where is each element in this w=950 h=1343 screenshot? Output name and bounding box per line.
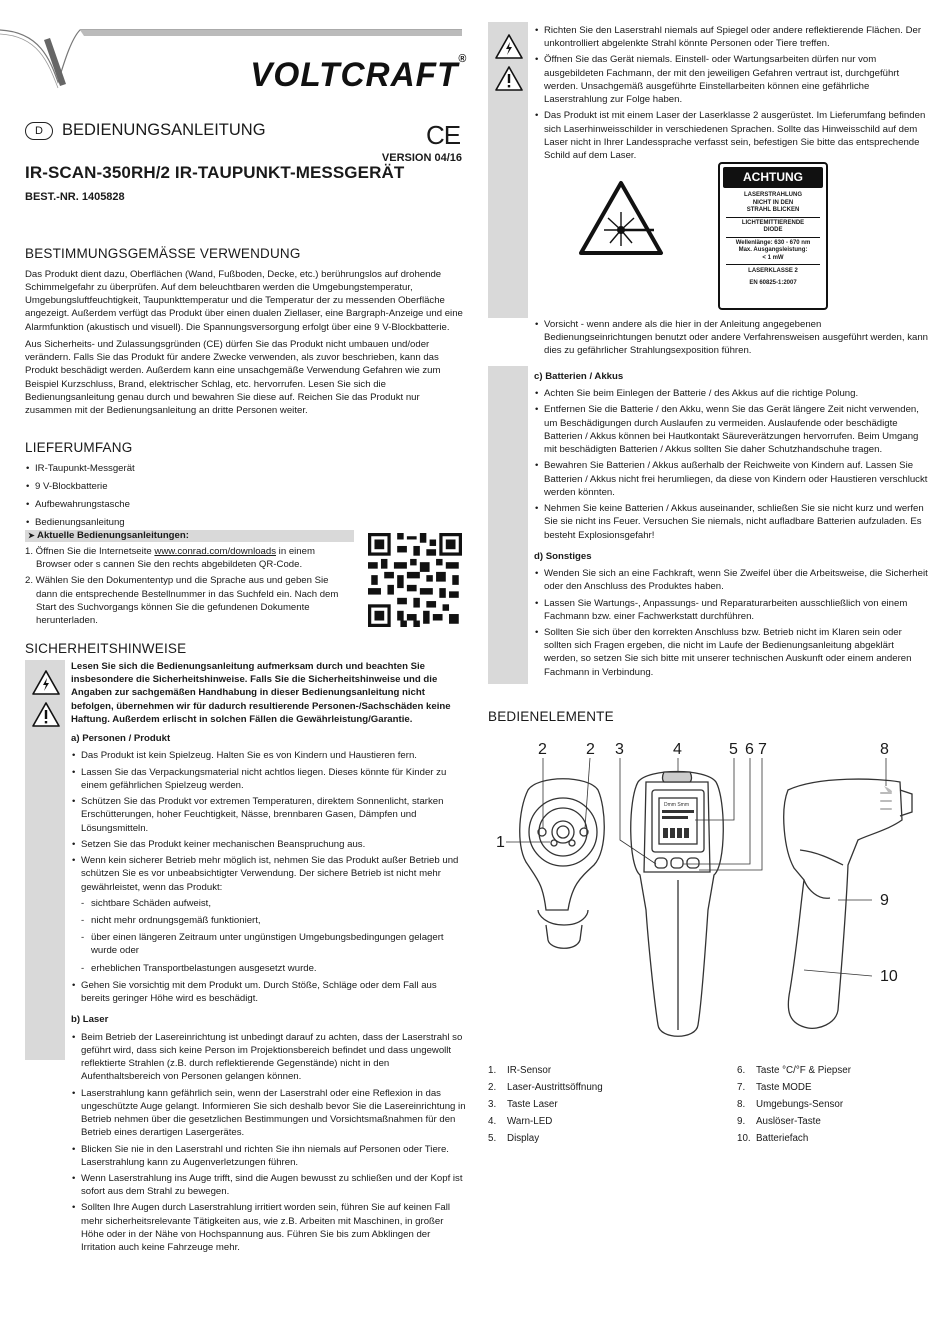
list-item: • Nehmen Sie keine Batterien / Akkus auseinander, schließen Sie sie nicht kurz und werfen Sie sie nicht ins Feuer. Versuchen Sie niemals, nicht aufladbare Batterien aufzuladen. Es besteht Explosionsgefahr! bbox=[534, 502, 930, 542]
electric-warning-icon bbox=[495, 34, 523, 59]
part-item: 10. Batteriefach bbox=[737, 1133, 809, 1144]
current-manuals-title: ➤ Aktuelle Bedienungsanleitungen: bbox=[28, 530, 189, 541]
list-item: • Vorsicht - wenn andere als die hier in der Anleitung angegebenen Bedienungseinrichtungen benutzt oder andere Verfahrensweisen ausgeführt werden, kann dies zu gefährlicher Strahlungsexposition führen. bbox=[534, 318, 930, 358]
subsection-title: b) Laser bbox=[71, 1014, 109, 1026]
callout-label: 6 bbox=[745, 741, 754, 758]
download-steps: 1. Öffnen Sie die Internetseite www.conrad.com/downloads in einem Browser oder s cannen Sie den rechts abgebildeten QR-Code. 2. Wählen Sie den Dokumententyp und die Sprache aus und geben Sie dann die entsprechende Bestellnummer in das Suchfeld ein. Nach dem Start des Suchvorgangs können Sie die gefundenen Dokumente herunterladen. bbox=[25, 546, 339, 627]
part-item: 1. IR-Sensor bbox=[488, 1065, 552, 1076]
part-item: 6. Taste °C/°F & Piepser bbox=[737, 1065, 851, 1076]
list-item: • Wenn Laserstrahlung ins Auge trifft, sind die Augen bewusst zu schließen und der Kopf ist sofort aus dem Strahl zu bewegen. bbox=[71, 1172, 467, 1198]
list-item: • Das Produkt ist mit einem Laser der Laserklasse 2 ausgerüstet. Im Lieferumfang befinden sich Laserhinweisschilder in verschiedenen Sprachen. Sollte das Hinweisschild auf dem Laser nicht in Ihrer Landessprache verfasst sein, befestigen Sie bitte das entsprechende Schild auf dem Laser. bbox=[534, 109, 930, 162]
list-item: • Achten Sie beim Einlegen der Batterie / des Akkus auf die richtige Polung. bbox=[534, 387, 930, 400]
order-number: BEST.-NR. 1405828 bbox=[25, 191, 125, 203]
laser-hazard-icon bbox=[578, 180, 664, 256]
list-item: • Lassen Sie das Verpackungsmaterial nicht achtlos liegen. Dieses könnte für Kinder zu einem gefährlichen Spielzeug werden. bbox=[71, 766, 467, 792]
list-item: • Wenden Sie sich an eine Fachkraft, wenn Sie Zweifel über die Arbeitsweise, die Sicherheit oder den Anschluss des Produktes haben. bbox=[534, 567, 930, 593]
part-item: 7. Taste MODE bbox=[737, 1082, 812, 1093]
parts-list-right bbox=[737, 1064, 937, 1149]
callout-label: 8 bbox=[880, 741, 889, 758]
part-item: 3. Taste Laser bbox=[488, 1099, 558, 1110]
list-item: • Bewahren Sie Batterien / Akkus außerhalb der Reichweite von Kindern auf. Lassen Sie Batterien / Akkus nicht frei herumliegen, da diese von Kindern oder Haustieren verschluckt werden könnten. bbox=[534, 459, 930, 499]
subsection-title: a) Personen / Produkt bbox=[71, 733, 171, 745]
list-item: - nicht mehr ordnungsgemäß funktioniert, bbox=[81, 914, 467, 927]
section-title: BEDIENELEMENTE bbox=[488, 709, 614, 724]
laser-class-label: ACHTUNG LASERSTRAHLUNG NICHT IN DEN STRAHL BLICKEN LICHTEMITTIERENDE DIODE Wellenlänge: 630 - 670 nm Max. Ausgangsleistung: < 1 mW LASERKLASSE 2 EN 60825-1:2007 bbox=[718, 162, 828, 310]
scope-section bbox=[25, 439, 467, 535]
part-item: 2. Laser-Austrittsöffnung bbox=[488, 1082, 603, 1093]
list-item: - über einen längeren Zeitraum unter ungünstigen Umgebungsbedingungen gelagert wurde oder bbox=[81, 931, 467, 957]
qr-code[interactable] bbox=[368, 533, 462, 627]
electric-warning-icon bbox=[32, 670, 60, 695]
list-item: - sichtbare Schäden aufweist, bbox=[81, 897, 467, 910]
list-item: - erheblichen Transportbelastungen ausgesetzt wurde. bbox=[81, 962, 467, 975]
device-illustration bbox=[488, 740, 938, 1050]
exclamation-warning-icon bbox=[495, 66, 523, 91]
list-item: • Beim Betrieb der Lasereinrichtung ist unbedingt darauf zu achten, dass der Laserstrahl so geführt wird, dass sich keine Person im Projektionsbereich befindet und dass ungewollt reflektierte Strahlen (z.B. durch reflektierende Gegenstände) nicht in den Aufenthaltsbereich von Personen gelangen können. bbox=[71, 1031, 467, 1084]
intended-use-section bbox=[25, 245, 467, 421]
part-item: 4. Warn-LED bbox=[488, 1116, 553, 1127]
list-item: • 9 V-Blockbatterie bbox=[25, 480, 467, 493]
list-item: • Richten Sie den Laserstrahl niemals auf Spiegel oder andere reflektierende Flächen. Der unkontrolliert abgelenkte Strahl könnte Personen oder Tiere treffen. bbox=[534, 24, 930, 50]
list-item: • Schützen Sie das Produkt vor extremen Temperaturen, direktem Sonnenlicht, starken Erschütterungen, hoher Feuchtigkeit, Nässe, brennbaren Gasen, Dämpfen und Lösungsmitteln. bbox=[71, 795, 467, 835]
callout-label: 2 bbox=[586, 741, 595, 758]
list-item: • Sollten Ihre Augen durch Laserstrahlung irritiert worden sein, führen Sie auf keinen Fall mehr sicherheitsrelevante Tätigkeiten aus, wie z.B. Arbeiten mit Maschinen, in großer Höhe oder in der Nähe von Hochspannung aus. Führen Sie bis zum Abklingen der Irritation auch keine Fahrzeuge mehr. bbox=[71, 1201, 467, 1254]
list-item: • Lassen Sie Wartungs-, Anpassungs- und Reparaturarbeiten ausschließlich von einem Fachmann bzw. einer Fachwerkstatt durchführen. bbox=[534, 597, 930, 623]
product-title: IR-SCAN-350RH/2 IR-TAUPUNKT-MESSGERÄT bbox=[25, 163, 405, 182]
callout-label: 1 bbox=[496, 834, 505, 851]
list-item: • Sollten Sie sich über den korrekten Anschluss bzw. Betrieb nicht im Klaren sein oder sollten sich Fragen ergeben, die nicht im Laufe der Bedienungsanleitung abgeklärt werden, so setzen Sie sich bitte mit unserer technischen Auskunft oder einem anderen Fachmann in Verbindung. bbox=[534, 626, 930, 679]
list-item: • IR-Taupunkt-Messgerät bbox=[25, 462, 467, 475]
exclamation-warning-icon bbox=[32, 702, 60, 727]
callout-label: 5 bbox=[729, 741, 738, 758]
list-item: • Gehen Sie vorsichtig mit dem Produkt um. Durch Stöße, Schläge oder dem Fall aus bereits geringer Höhe wird es beschädigt. bbox=[71, 979, 467, 1005]
list-item: • Wenn kein sicherer Betrieb mehr möglich ist, nehmen Sie das Produkt außer Betrieb und schützen Sie es vor unbeabsichtigter Verwendung. Der sichere Betrieb ist nicht mehr gewährleistet, wenn das Produkt: bbox=[71, 854, 467, 894]
safety-section bbox=[25, 640, 467, 659]
laser-caution bbox=[534, 318, 930, 361]
list-item: • Bedienungsanleitung bbox=[25, 516, 467, 529]
list-item: • Entfernen Sie die Batterie / den Akku, wenn Sie das Gerät längere Zeit nicht verwenden, um Beschädigungen durch Auslaufen zu vermeiden. Auslaufende oder beschädigte Batterien / Akkus können bei Hautkontakt Säureverätzungen hervorrufen. Beim Umgang mit beschädigten Batterien / Akkus sollten Sie daher Schutzhandschuhe tragen. bbox=[534, 403, 930, 456]
lcd-label: Dmm Smm bbox=[664, 802, 689, 808]
part-item: 8. Umgebungs-Sensor bbox=[737, 1099, 844, 1110]
list-item: • Das Produkt ist kein Spielzeug. Halten Sie es von Kindern und Haustieren fern. bbox=[71, 749, 467, 762]
list-item: • Setzen Sie das Produkt keiner mechanischen Beanspruchung aus. bbox=[71, 838, 467, 851]
list-item: • Aufbewahrungstasche bbox=[25, 498, 467, 511]
brand-logo: VOLTCRAFT® bbox=[250, 53, 468, 94]
list-item: • Laserstrahlung kann gefährlich sein, wenn der Laserstrahl oder eine Reflexion in das ungeschützte Auge gelangt. Informieren Sie sich deshalb bevor Sie die Lasereinrichtung in Betrieb nehmen über die gesetzlichen Bestimmungen und Vorsichtsmaßnahmen für den Betrieb eines derartigen Lasergerätes. bbox=[71, 1087, 467, 1140]
list-item: • Blicken Sie nie in den Laserstrahl und richten Sie ihn niemals auf Personen oder Tiere. Laserstrahlung kann zu Augenverletzungen führen. bbox=[71, 1143, 467, 1169]
section-title: BESTIMMUNGSGEMÄSSE VERWENDUNG bbox=[25, 246, 301, 261]
part-item: 9. Auslöser-Taste bbox=[737, 1116, 821, 1127]
section-title: SICHERHEITSHINWEISE bbox=[25, 641, 187, 656]
callout-label: 9 bbox=[880, 892, 889, 909]
paragraph: Aus Sicherheits- und Zulassungsgründen (CE) dürfen Sie das Produkt nicht umbauen und/oder verändern. Falls Sie das Produkt für andere Zwecke verwenden, als zuvor beschrieben, kann das Produkt beschädigt werden. Außerdem kann eine unsachgemäße Verwendung Gefahren wie zum Beispiel Kurzschluss, Brand, elektrischer Schlag, etc. hervorrufen. Lesen Sie sich die Bedienungsanleitung genau durch und bewahren Sie diese auf. Reichen Sie das Produkt nur zusammen mit der Bedienungsanleitung an dritte Personen weiter. bbox=[25, 338, 441, 416]
version-label: VERSION 04/16 bbox=[381, 152, 462, 164]
controls-section bbox=[488, 708, 930, 727]
ce-mark: CE bbox=[426, 120, 461, 150]
subsection-title: d) Sonstiges bbox=[534, 550, 592, 562]
list-item: • Öffnen Sie das Gerät niemals. Einstell- oder Wartungsarbeiten dürfen nur vom ausgebildeten Fachmann, der mit den jeweiligen Gefahren vertraut ist, durchgeführt werden. Unsachgemäß ausgeführte Einstellarbeiten können eine gefährliche Laserstrahlung zur Folge haben. bbox=[534, 53, 930, 106]
callout-label: 2 bbox=[538, 741, 547, 758]
safety-body bbox=[71, 660, 467, 1257]
callout-label: 10 bbox=[880, 968, 898, 985]
callout-label: 3 bbox=[615, 741, 624, 758]
download-link[interactable]: www.conrad.com/downloads bbox=[154, 546, 277, 557]
part-item: 5. Display bbox=[488, 1133, 540, 1144]
subsection-title: c) Batterien / Akkus bbox=[534, 371, 624, 382]
callout-label: 4 bbox=[673, 741, 682, 758]
section-title: LIEFERUMFANG bbox=[25, 440, 133, 455]
callout-label: 7 bbox=[758, 741, 767, 758]
safety-intro: Lesen Sie sich die Bedienungsanleitung aufmerksam durch und beachten Sie insbesondere die Sicherheitshinweise. Falls Sie die Sicherheitshinweise und die Angaben zur sachgemäßen Handhabung in dieser Bedienungsanleitung nicht befolgen, übernehmen wir für dadurch resultierende Personen-/Sachschäden keine Haftung. Außerdem erlischt in solchen Fällen die Gewährleistung/Garantie. bbox=[71, 661, 451, 725]
doc-type-title: BEDIENUNGSANLEITUNG bbox=[62, 121, 266, 139]
batteries-section bbox=[534, 366, 930, 682]
laser-continued bbox=[534, 24, 930, 165]
warning-margin-bar bbox=[488, 366, 528, 684]
language-badge: D bbox=[25, 122, 53, 140]
paragraph: Das Produkt dient dazu, Oberflächen (Wand, Fußboden, Decke, etc.) berührungslos auf drohende Schimmelgefahr zu überprüfen. Auf dem beleuchtbaren werden die Umgebungstemperatur, Umgebungsluftfeuchtigkeit, Taupunkttemperatur und die Temperatur der zu messenden Oberfläche angezeigt. Außerdem verfügt das Produkt über einen dualen Ziellaser, eine Bargraph-Anzeige und eine Alarmfunktion (akustisch und visuell). Die Spannungsversorgung erfolgt über eine 9 V-Blockbatterie. bbox=[25, 268, 463, 333]
parts-list-left bbox=[488, 1064, 708, 1149]
